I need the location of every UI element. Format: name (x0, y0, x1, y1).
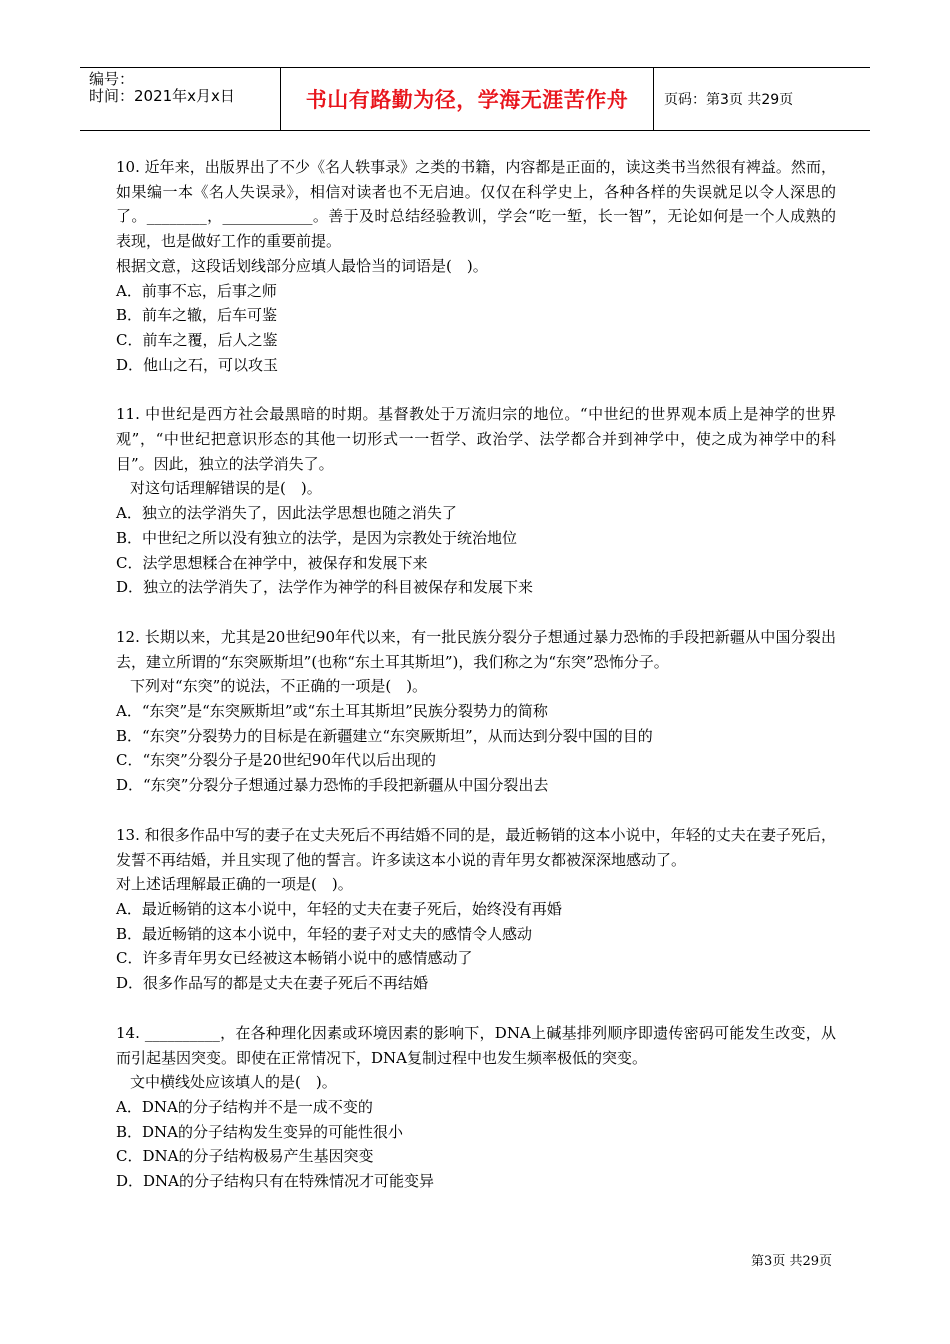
option-c: C．DNA的分子结构极易产生基因突变 (116, 1147, 374, 1166)
question-prompt: 根据文意，这段话划线部分应填人最恰当的词语是( )。 (116, 256, 488, 275)
question-stem: 13. 和很多作品中写的妻子在丈夫死后不再结婚不同的是，最近畅销的这本小说中，年轻的丈夫在妻子死后，发誓不再结婚，并且实现了他的誓言。许多读这本小说的青年男女都被深深地感动了。 (116, 825, 836, 869)
question-stem: 11. 中世纪是西方社会最黑暗的时期。基督教处于万流归宗的地位。“中世纪的世界观本质上是神学的世界观”，“中世纪把意识形态的其他一切形式一一哲学、政治学、法学都合并到神学中，使之成为神学中的科目”。因此，独立的法学消失了。 (116, 405, 836, 473)
option-d: D．“东突”分裂分子想通过暴力恐怖的手段把新疆从中国分裂出去 (116, 776, 549, 795)
question-stem: 14. __________，在各种理化因素或环境因素的影响下，DNA上碱基排列顺序即遗传密码可能发生改变，从而引起基因突变。即使在正常情况下，DNA复制过程中也发生频率极低的突变。 (116, 1023, 836, 1067)
page-footer: 第3页 共29页 (751, 1254, 832, 1269)
question-stem: 12. 长期以来，尤其是20世纪90年代以来，有一批民族分裂分子想通过暴力恐怖的手段把新疆从中国分裂出去，建立所谓的“东突厥斯坦”(也称“东土耳其斯坦”)，我们称之为“东突”恐怖分子。 (116, 627, 836, 671)
option-a: A．独立的法学消失了，因此法学思想也随之消失了 (116, 504, 457, 523)
header-page-info: 页码：第3页 共29页 (664, 92, 794, 108)
question-12 (116, 625, 836, 798)
question-13 (116, 823, 836, 996)
option-d: D．很多作品写的都是丈夫在妻子死后不再结婚 (116, 974, 429, 993)
option-d: D．他山之石，可以攻玉 (116, 355, 279, 374)
question-10 (116, 155, 836, 377)
option-b: B．中世纪之所以没有独立的法学，是因为宗教处于统治地位 (116, 528, 518, 547)
question-14 (116, 1021, 836, 1194)
option-a: A．DNA的分子结构并不是一成不变的 (116, 1097, 373, 1116)
question-prompt: 对这句话理解错误的是( )。 (130, 479, 322, 498)
option-b: B．“东突”分裂势力的目标是在新疆建立“东突厥斯坦”，从而达到分裂中国的目的 (116, 726, 653, 745)
page-header (80, 67, 870, 131)
option-a: A．“东突”是“东突厥斯坦”或“东土耳其斯坦”民族分裂势力的简称 (116, 702, 548, 721)
option-b: B．DNA的分子结构发生变异的可能性很小 (116, 1122, 404, 1141)
document-time-label: 时间：2021年x月x日 (89, 87, 235, 105)
header-meta (80, 68, 281, 130)
option-d: D．独立的法学消失了，法学作为神学的科目被保存和发展下来 (116, 578, 534, 597)
option-c: C．前车之覆，后人之鉴 (116, 330, 278, 349)
option-c: C．法学思想糅合在神学中，被保存和发展下来 (116, 553, 428, 572)
option-c: C．许多青年男女已经被这本畅销小说中的感情感动了 (116, 949, 473, 968)
question-prompt: 下列对“东突”的说法，不正确的一项是( )。 (130, 677, 428, 696)
option-a: A．前事不忘，后事之师 (116, 281, 277, 300)
question-prompt: 文中横线处应该填人的是( )。 (130, 1073, 337, 1092)
question-list (116, 155, 836, 1219)
option-d: D．DNA的分子结构只有在特殊情况才可能变异 (116, 1172, 435, 1191)
question-prompt: 对上述话理解最正确的一项是( )。 (116, 875, 353, 894)
document-number-label: 编号： (89, 70, 135, 88)
option-a: A．最近畅销的这本小说中，年轻的丈夫在妻子死后，始终没有再婚 (116, 899, 562, 918)
header-motto: 书山有路勤为径，学海无涯苦作舟 (281, 68, 654, 130)
question-11 (116, 402, 836, 600)
option-c: C．“东突”分裂分子是20世纪90年代以后出现的 (116, 751, 436, 770)
option-b: B．前车之辙，后车可鉴 (116, 306, 278, 325)
question-stem: 10. 近年来，出版界出了不少《名人轶事录》之类的书籍，内容都是正面的，读这类书当然很有裨益。然而，如果编一本《名人失误录》，相信对读者也不无启迪。仅仅在科学史上，各种各样的失误就足以令人深思的了。________，____________。善于及时总结经验教训，学会“吃一堑，长一智”，无论如何是一个人成熟的表现，也是做好工作的重要前提。 (116, 158, 836, 251)
option-b: B．最近畅销的这本小说中，年轻的妻子对丈夫的感情令人感动 (116, 924, 533, 943)
